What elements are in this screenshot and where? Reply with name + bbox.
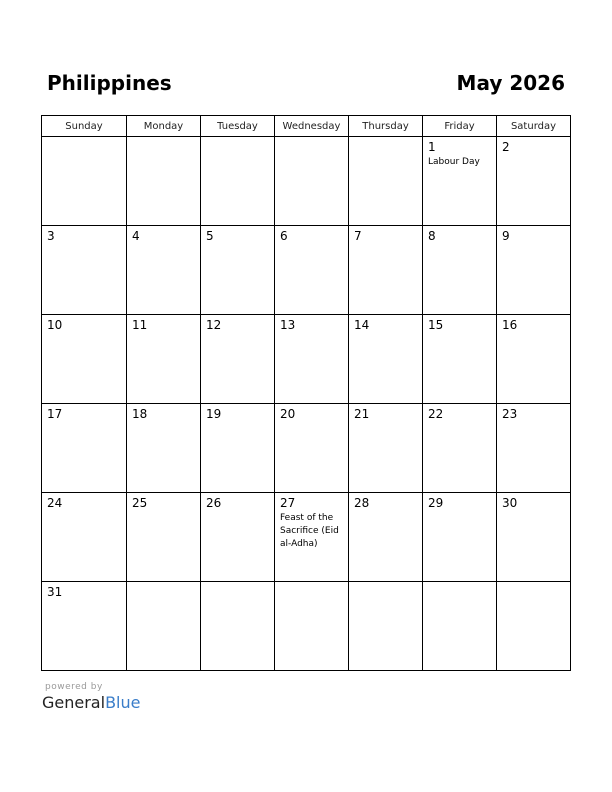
day-number: 22 bbox=[428, 407, 444, 421]
holiday-label: Feast of the Sacrifice (Eid al-Adha) bbox=[280, 513, 339, 549]
day-number: 24 bbox=[47, 496, 63, 510]
day-cell bbox=[349, 493, 423, 582]
day-number: 29 bbox=[428, 496, 444, 510]
day-cell bbox=[201, 404, 275, 493]
day-cell bbox=[349, 582, 423, 671]
day-number: 30 bbox=[502, 496, 518, 510]
day-cell bbox=[42, 404, 127, 493]
day-number: 11 bbox=[132, 318, 148, 332]
day-number: 19 bbox=[206, 407, 222, 421]
week-row bbox=[42, 582, 571, 671]
day-cell bbox=[201, 582, 275, 671]
day-cell bbox=[423, 493, 497, 582]
day-cell bbox=[423, 315, 497, 404]
day-number: 12 bbox=[206, 318, 222, 332]
day-cell bbox=[201, 137, 275, 226]
country-title: Philippines bbox=[47, 71, 172, 95]
week-row bbox=[42, 226, 571, 315]
day-cell bbox=[127, 404, 201, 493]
week-row bbox=[42, 404, 571, 493]
weekday-header: Wednesday bbox=[275, 116, 349, 137]
day-cell bbox=[349, 404, 423, 493]
day-number: 1 bbox=[428, 140, 436, 154]
day-cell bbox=[42, 226, 127, 315]
day-number: 13 bbox=[280, 318, 296, 332]
day-number: 20 bbox=[280, 407, 296, 421]
day-number: 5 bbox=[206, 229, 214, 243]
day-cell bbox=[349, 315, 423, 404]
brand-logo[interactable] bbox=[42, 693, 140, 713]
day-cell bbox=[423, 226, 497, 315]
day-number: 25 bbox=[132, 496, 148, 510]
day-cell bbox=[275, 315, 349, 404]
day-number: 4 bbox=[132, 229, 140, 243]
day-cell bbox=[127, 226, 201, 315]
day-cell bbox=[42, 582, 127, 671]
day-cell bbox=[127, 493, 201, 582]
day-number: 17 bbox=[47, 407, 63, 421]
holiday-label: Labour Day bbox=[428, 157, 480, 167]
weekday-header: Monday bbox=[127, 116, 201, 137]
day-number: 27 bbox=[280, 496, 296, 510]
day-cell bbox=[201, 493, 275, 582]
day-number: 3 bbox=[47, 229, 55, 243]
day-number: 21 bbox=[354, 407, 370, 421]
day-cell bbox=[497, 404, 571, 493]
day-cell bbox=[349, 226, 423, 315]
day-number: 23 bbox=[502, 407, 518, 421]
day-cell bbox=[275, 582, 349, 671]
weekday-header: Sunday bbox=[42, 116, 127, 137]
day-number: 15 bbox=[428, 318, 444, 332]
day-number: 26 bbox=[206, 496, 222, 510]
day-cell bbox=[127, 582, 201, 671]
day-number: 18 bbox=[132, 407, 148, 421]
weekday-header: Tuesday bbox=[201, 116, 275, 137]
day-cell bbox=[497, 493, 571, 582]
day-cell bbox=[497, 226, 571, 315]
day-number: 28 bbox=[354, 496, 370, 510]
brand-name-part1: General bbox=[42, 693, 106, 712]
weekday-header: Saturday bbox=[497, 116, 571, 137]
calendar-body bbox=[42, 137, 571, 671]
day-cell bbox=[497, 315, 571, 404]
day-cell bbox=[275, 137, 349, 226]
weekday-header: Thursday bbox=[349, 116, 423, 137]
month-title: May 2026 bbox=[456, 71, 565, 95]
day-cell bbox=[201, 226, 275, 315]
day-cell bbox=[423, 137, 497, 226]
day-number: 16 bbox=[502, 318, 518, 332]
calendar-grid bbox=[41, 115, 571, 671]
day-cell bbox=[42, 493, 127, 582]
day-cell bbox=[127, 315, 201, 404]
week-row bbox=[42, 315, 571, 404]
day-cell bbox=[42, 315, 127, 404]
day-cell bbox=[275, 493, 349, 582]
week-row bbox=[42, 493, 571, 582]
day-number: 6 bbox=[280, 229, 288, 243]
brand-name-part2: Blue bbox=[105, 693, 141, 712]
day-cell bbox=[423, 404, 497, 493]
day-cell bbox=[127, 137, 201, 226]
powered-by-label: powered by bbox=[45, 682, 103, 692]
weekday-header: Friday bbox=[423, 116, 497, 137]
day-cell bbox=[275, 226, 349, 315]
day-number: 14 bbox=[354, 318, 370, 332]
day-cell bbox=[423, 582, 497, 671]
day-number: 2 bbox=[502, 140, 510, 154]
weekday-header-row bbox=[42, 116, 571, 137]
week-row bbox=[42, 137, 571, 226]
day-number: 10 bbox=[47, 318, 63, 332]
day-number: 7 bbox=[354, 229, 362, 243]
day-cell bbox=[497, 137, 571, 226]
day-cell bbox=[349, 137, 423, 226]
day-cell bbox=[201, 315, 275, 404]
day-number: 9 bbox=[502, 229, 510, 243]
day-number: 8 bbox=[428, 229, 436, 243]
day-cell bbox=[42, 137, 127, 226]
day-cell bbox=[497, 582, 571, 671]
day-cell bbox=[275, 404, 349, 493]
day-number: 31 bbox=[47, 585, 63, 599]
